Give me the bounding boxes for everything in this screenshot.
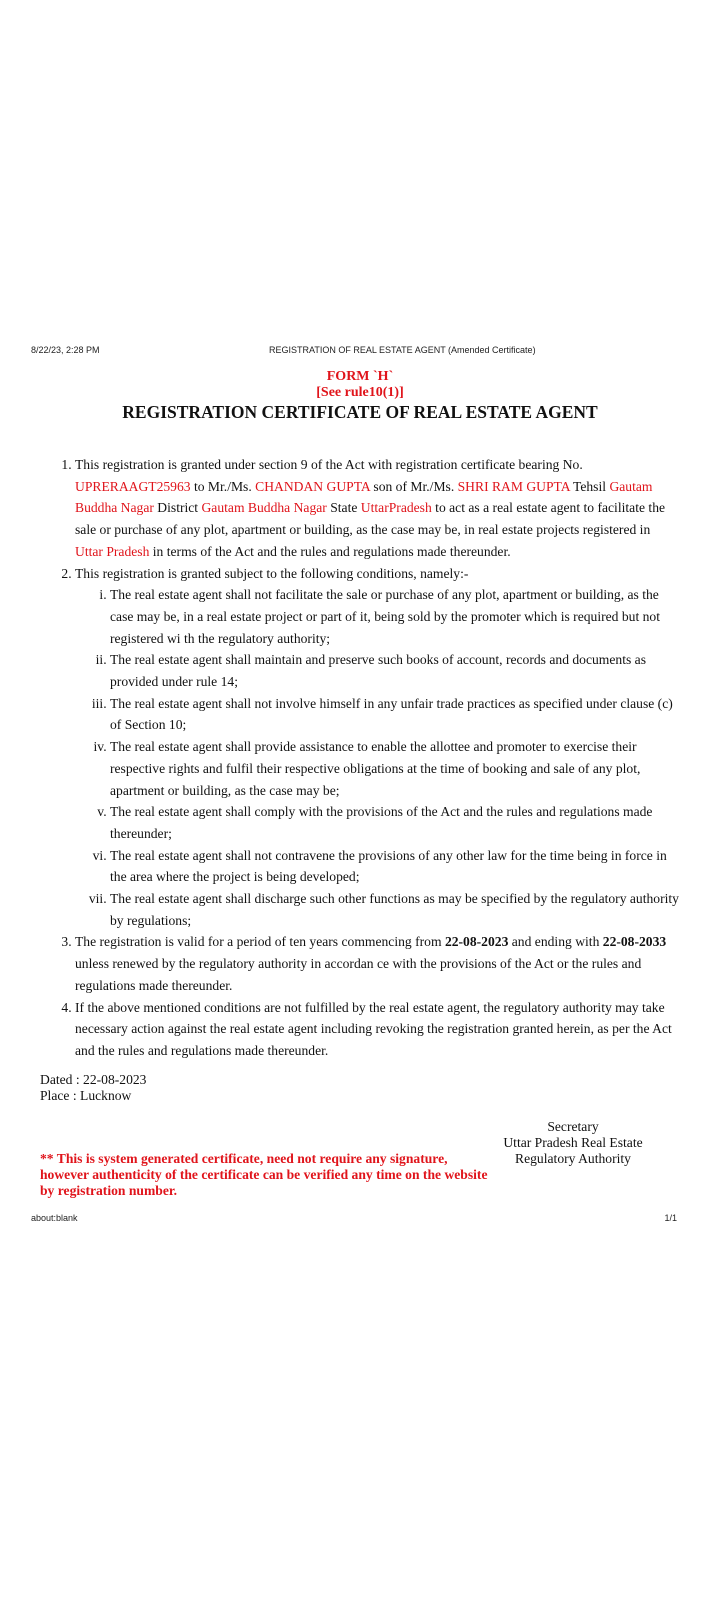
- condition-iii: iii. The real estate agent shall not involve himself in any unfair trade practices as specified under clause (c) of Section 10;: [110, 693, 680, 736]
- certificate-body: [40, 454, 680, 1062]
- clause-1-text: in terms of the Act and the rules and regulations made thereunder.: [149, 543, 511, 559]
- tehsil: Gautam Buddha Nagar: [75, 478, 653, 516]
- print-page-number: 1/1: [664, 1213, 677, 1223]
- place: Place : Lucknow: [40, 1088, 132, 1103]
- clause-4: 4. If the above mentioned conditions are not fulfilled by the real estate agent, the regulatory authority may take necessary action against the real estate agent including revoking the registration granted herein, as per the Act and the rules and regulations made thereunder.: [75, 997, 680, 1062]
- signatory-block: [493, 1119, 653, 1167]
- clause-1: [75, 454, 680, 563]
- father-name: SHRI RAM GUPTA: [457, 478, 570, 494]
- print-header: [0, 345, 720, 359]
- valid-to-date: 22-08-2033: [602, 934, 667, 950]
- valid-from-date: 22-08-2023: [444, 934, 509, 950]
- clause-1-text: This registration is granted under section 9 of the Act with registration certificate bearing No.: [75, 457, 583, 472]
- certificate-heading: [0, 369, 720, 423]
- print-url: about:blank: [31, 1213, 78, 1223]
- certificate-title: REGISTRATION CERTIFICATE OF REAL ESTATE AGENT: [122, 402, 598, 422]
- condition-ii: ii. The real estate agent shall maintain and preserve such books of account, records and documents as provided under rule 14;: [110, 649, 680, 692]
- condition-vii: vii. The real estate agent shall discharge such other functions as may be specified by the regulatory authority by regulations;: [110, 888, 680, 931]
- signatory-title: Secretary: [547, 1119, 599, 1134]
- clause-1-text: State: [326, 500, 361, 516]
- conditions-list: [75, 584, 680, 931]
- condition-v: v. The real estate agent shall comply with the provisions of the Act and the rules and regulations made thereunder;: [110, 801, 680, 844]
- clause-list: [40, 454, 680, 1062]
- state: UttarPradesh: [360, 500, 432, 516]
- rule-reference: [See rule10(1)]: [316, 385, 404, 400]
- registered-state: Uttar Pradesh: [75, 543, 150, 559]
- clause-3-text: and ending with: [508, 934, 603, 950]
- clause-1-text: to act as a real estate agent to facilitate the sale or purchase of any plot, apartment or building, as the case may be, in real estate projects registered in: [75, 500, 666, 538]
- date-place-block: [40, 1072, 146, 1104]
- print-page-title: REGISTRATION OF REAL ESTATE AGENT (Amended Certificate): [269, 345, 536, 355]
- clause-3-text: unless renewed by the regulatory authority in accordan ce with the provisions of the Act or the rules and regulations made thereunder.: [75, 956, 642, 993]
- clause-3: [75, 931, 680, 996]
- dated: Dated : 22-08-2023: [40, 1072, 147, 1087]
- clause-1-text: to Mr./Ms.: [190, 478, 256, 494]
- system-generated-disclaimer: ** This is system generated certificate, need not require any signature, however authenticity of the certificate can be verified any time on the website by registration number.: [40, 1151, 488, 1198]
- signatory-org-line1: Uttar Pradesh Real Estate: [503, 1135, 643, 1150]
- form-label: FORM `H`: [326, 369, 394, 384]
- clause-1-text: Tehsil: [569, 478, 610, 494]
- clause-2: [75, 563, 680, 932]
- condition-i: i. The real estate agent shall not facilitate the sale or purchase of any plot, apartment or building, as the case may be, in a real estate project or part of it, being sold by the promoter which is required but not registered wi th the regulatory authority;: [110, 584, 680, 649]
- condition-vi: vi. The real estate agent shall not contravene the provisions of any other law for the time being in force in the area where the project is being developed;: [110, 845, 680, 888]
- clause-2-intro: This registration is granted subject to the following conditions, namely:-: [75, 565, 469, 581]
- condition-iv: iv. The real estate agent shall provide assistance to enable the allottee and promoter to exercise their respective rights and fulfil their respective obligations at the time of booking and sale of any plot, apartment or building, as the case may be;: [110, 736, 680, 801]
- signatory-org-line2: Regulatory Authority: [515, 1151, 631, 1166]
- clause-3-text: The registration is valid for a period of ten years commencing from: [75, 934, 445, 950]
- agent-name: CHANDAN GUPTA: [255, 478, 370, 494]
- print-footer: [0, 1213, 720, 1227]
- registration-number: UPRERAAGT25963: [75, 478, 191, 494]
- clause-1-text: son of Mr./Ms.: [370, 478, 458, 494]
- clause-1-text: District: [153, 500, 202, 516]
- district: Gautam Buddha Nagar: [201, 500, 327, 516]
- print-datetime: 8/22/23, 2:28 PM: [31, 345, 100, 355]
